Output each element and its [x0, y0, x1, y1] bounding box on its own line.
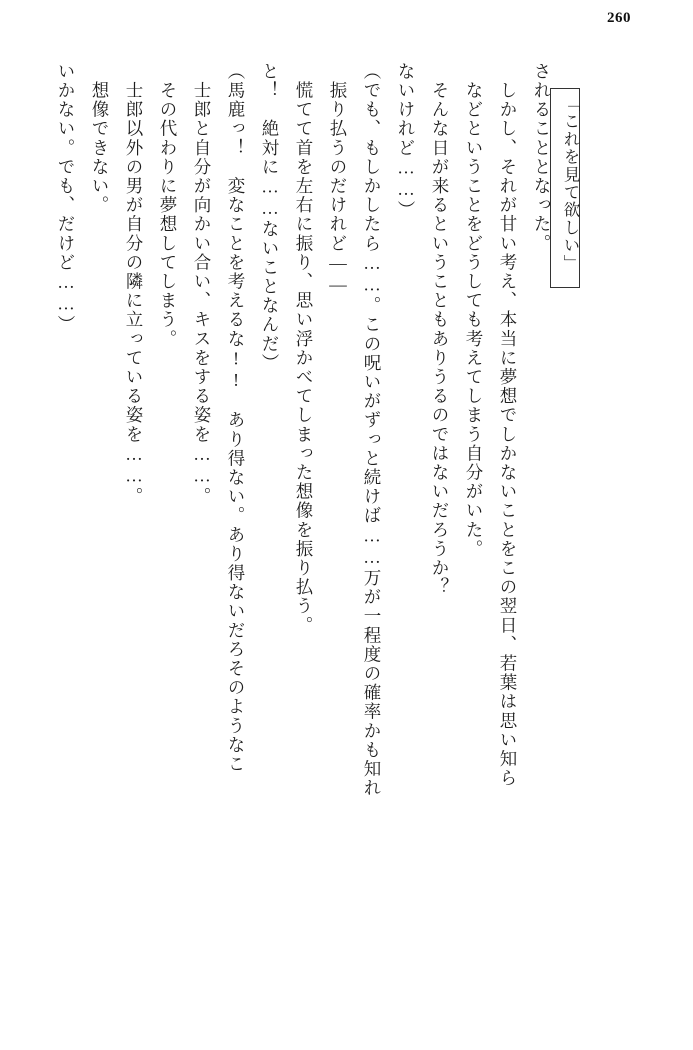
text-line: されることとなった。: [532, 62, 552, 253]
text-line: いかない。でも、だけど……）: [56, 62, 76, 335]
vertical-text-body: [40, 62, 643, 1012]
text-line: ないけれど……）: [396, 62, 416, 220]
text-line: （でも、もしかしたら……。この呪いがずっと続けば……万が一程度の確率かも知れ: [362, 62, 382, 798]
text-line: 想像できない。: [90, 62, 110, 215]
quote-box: 「これを見て欲しい」: [550, 88, 580, 288]
text-line: その代わりに夢想してしまう。: [158, 62, 178, 349]
text-line: 振り払うのだけれど――: [328, 62, 348, 297]
text-line: などということをどうしても考えてしまう自分がいた。: [464, 62, 484, 559]
text-line: 士郎以外の男が自分の隣に立っている姿を……。: [124, 62, 144, 507]
text-line: そんな日が来るということもありうるのではないだろうか？: [430, 62, 450, 597]
text-line: （馬鹿っ！ 変なことを考えるな!! あり得ない。あり得ないだろそのようなこ: [226, 62, 246, 774]
text-line: 慌てて首を左右に振り、思い浮かべてしまった想像を振り払う。: [294, 62, 314, 635]
text-line: しかし、それが甘い考え、本当に夢想でしかないことをこの翌日、若葉は思い知ら: [498, 62, 518, 788]
text-line: 士郎と自分が向かい合い、キスをする姿を……。: [192, 62, 212, 507]
text-line: と！ 絶対に……ないことなんだ）: [260, 62, 280, 373]
page-number: 260: [607, 10, 631, 26]
